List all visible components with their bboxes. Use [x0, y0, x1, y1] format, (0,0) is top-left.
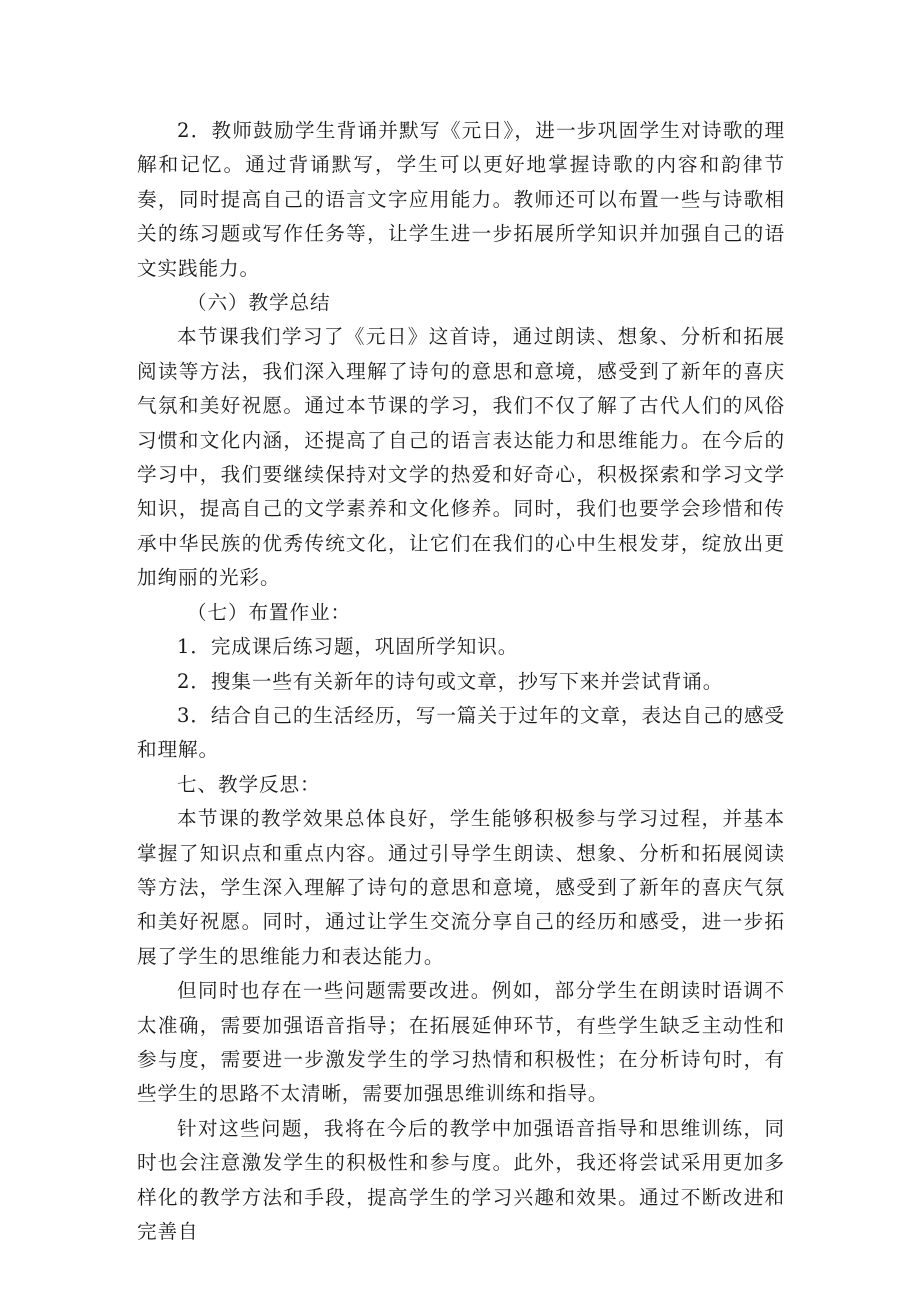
paragraph-recite-poem: 2．教师鼓励学生背诵并默写《元日》，进一步巩固学生对诗歌的理解和记忆。通过背诵默写，学生可以更好地掌握诗歌的内容和韵律节奏，同时提高自己的语言文字应用能力。教师还可以布置一些与诗歌相关的练习题或写作任务等，让学生进一步拓展所学知识并加强自己的语文实践能力。: [137, 119, 785, 280]
homework-item-2: 2．搜集一些有关新年的诗句或文章，抄写下来并尝试背诵。: [177, 669, 724, 693]
heading-homework: （七）布置作业：: [187, 600, 351, 624]
heading-teaching-reflection: 七、教学反思：: [177, 772, 321, 796]
homework-item-1: 1．完成课后练习题，巩固所学知识。: [177, 635, 519, 659]
heading-teaching-summary: （六）教学总结: [187, 291, 331, 315]
paragraph-reflection-improvement: 针对这些问题，我将在今后的教学中加强语音指导和思维训练，同时也会注意激发学生的积极性和参与度。此外，我还将尝试采用更加多样化的教学方法和手段，提高学生的学习兴趣和效果。通过不断改进和完善自: [137, 1116, 785, 1243]
document-body: [137, 114, 785, 1249]
paragraph-reflection-problems: 但同时也存在一些问题需要改进。例如，部分学生在朗读时语调不太准确，需要加强语音指导；在拓展延伸环节，有些学生缺乏主动性和参与度，需要进一步激发学生的学习热情和积极性；在分析诗句时，有些学生的思路不太清晰，需要加强思维训练和指导。: [137, 979, 785, 1106]
homework-item-3: 3．结合自己的生活经历，写一篇关于过年的文章，表达自己的感受和理解。: [137, 703, 785, 762]
paragraph-reflection-effect: 本节课的教学效果总体良好，学生能够积极参与学习过程，并基本掌握了知识点和重点内容。通过引导学生朗读、想象、分析和拓展阅读等方法，学生深入理解了诗句的意思和意境，感受到了新年的喜庆气氛和美好祝愿。同时，通过让学生交流分享自己的经历和感受，进一步拓展了学生的思维能力和表达能力。: [137, 807, 785, 968]
paragraph-summary: 本节课我们学习了《元日》这首诗，通过朗读、想象、分析和拓展阅读等方法，我们深入理解了诗句的意思和意境，感受到了新年的喜庆气氛和美好祝愿。通过本节课的学习，我们不仅了解了古代人们的风俗习惯和文化内涵，还提高了自己的语言表达能力和思维能力。在今后的学习中，我们要继续保持对文学的热爱和好奇心，积极探索和学习文学知识，提高自己的文学素养和文化修养。同时，我们也要学会珍惜和传承中华民族的优秀传统文化，让它们在我们的心中生根发芽，绽放出更加绚丽的光彩。: [137, 325, 785, 590]
